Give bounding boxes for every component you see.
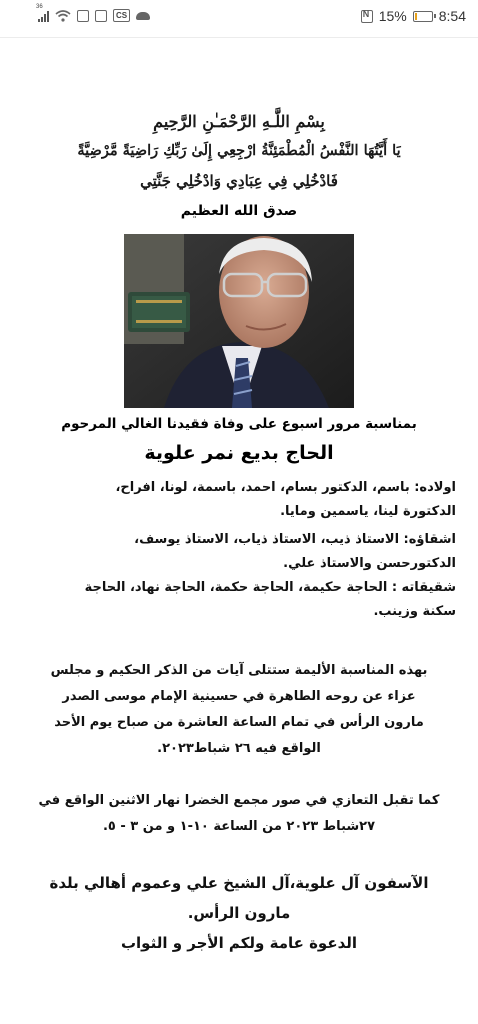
battery-fill xyxy=(415,13,417,20)
brothers-line-1: اشقاؤه: الاستاذ ذيب، الاستاذ ذياب، الاستاذ يوسف، xyxy=(134,532,456,547)
closing-line: الدعوة عامة ولكم الأجر و الثواب xyxy=(120,934,358,952)
family-list xyxy=(16,476,456,624)
condolence-line-2: ٢٧شباط ٢٠٢٣ من الساعة ١٠-١ و من ٣ - ٥. xyxy=(102,819,376,834)
network-type-label: 36 xyxy=(36,3,43,10)
status-divider xyxy=(0,37,478,38)
ceremony-line-3: مارون الرأس في تمام الساعة العاشرة من صباح يوم الأحد xyxy=(54,715,424,730)
signal-icon xyxy=(36,3,49,22)
save-icon xyxy=(77,10,89,22)
gallery-icon xyxy=(95,10,107,22)
battery-icon xyxy=(413,11,433,22)
sisters-line-1: شقيقاته : الحاجة حكيمة، الحاجة حكمة، الحاجة نهاد، الحاجة xyxy=(84,580,456,595)
status-left-icons xyxy=(36,3,150,22)
deceased-photo xyxy=(124,234,354,408)
status-right-icons xyxy=(361,8,466,24)
sisters-line-2: سكنة وزينب. xyxy=(373,604,456,619)
condolence-line-1: كما تقبل التعازي في صور مجمع الخضرا نهار الاثنين الواقع في xyxy=(38,793,440,808)
portrait-image xyxy=(124,234,354,408)
basmala: بِسْمِ اللَّـهِ الرَّحْمَـٰنِ الرَّحِيمِ xyxy=(153,112,325,131)
cloud-icon xyxy=(136,12,150,20)
condolence-paragraph xyxy=(0,788,478,840)
sadaq-line: صدق الله العظيم xyxy=(180,203,298,219)
children-line-1: اولاده: باسم، الدكتور بسام، احمد، باسمة، لونا، افراح، xyxy=(115,480,456,495)
ceremony-line-4: الواقع فيه ٢٦ شباط٢٠٢٣. xyxy=(157,741,321,756)
mourners-line-1: الآسفون آل علوية،آل الشيخ علي وعموم أهالي بلدة xyxy=(49,874,429,892)
ceremony-line-2: عزاء عن روحه الطاهرة في حسينية الإمام موسى الصدر xyxy=(62,689,416,704)
deceased-name: الحاج بديع نمر علوية xyxy=(144,442,334,464)
wifi-icon xyxy=(55,10,71,22)
status-bar xyxy=(0,0,478,34)
battery-percent: 15% xyxy=(378,8,407,24)
ceremony-paragraph xyxy=(0,658,478,762)
brothers-line-2: الدكتورحسن والاستاذ علي. xyxy=(283,556,456,571)
cs-badge: CS xyxy=(113,9,130,22)
mourners-line-2: مارون الرأس. xyxy=(187,904,291,922)
occasion-line: بمناسبة مرور اسبوع على وفاة فقيدنا الغالي المرحوم xyxy=(61,416,417,432)
children-line-2: الدكتورة لينا، ياسمين ومايا. xyxy=(280,504,456,519)
mourners-paragraph xyxy=(0,868,478,958)
verse-line-1: يَا أَيَّتُهَا النَّفْسُ الْمُطْمَئِنَّةُ ارْجِعِي إِلَىٰ رَبِّكِ رَاضِيَةً مَّرْضِيَّةً xyxy=(77,142,401,159)
clock: 8:54 xyxy=(438,8,466,24)
nfc-icon xyxy=(361,10,373,23)
ceremony-line-1: بهذه المناسبة الأليمة ستتلى آيات من الذكر الحكيم و مجلس xyxy=(50,663,428,678)
verse-line-2: فَادْخُلِي فِي عِبَادِي وَادْخُلِي جَنَّتِي xyxy=(140,172,338,190)
